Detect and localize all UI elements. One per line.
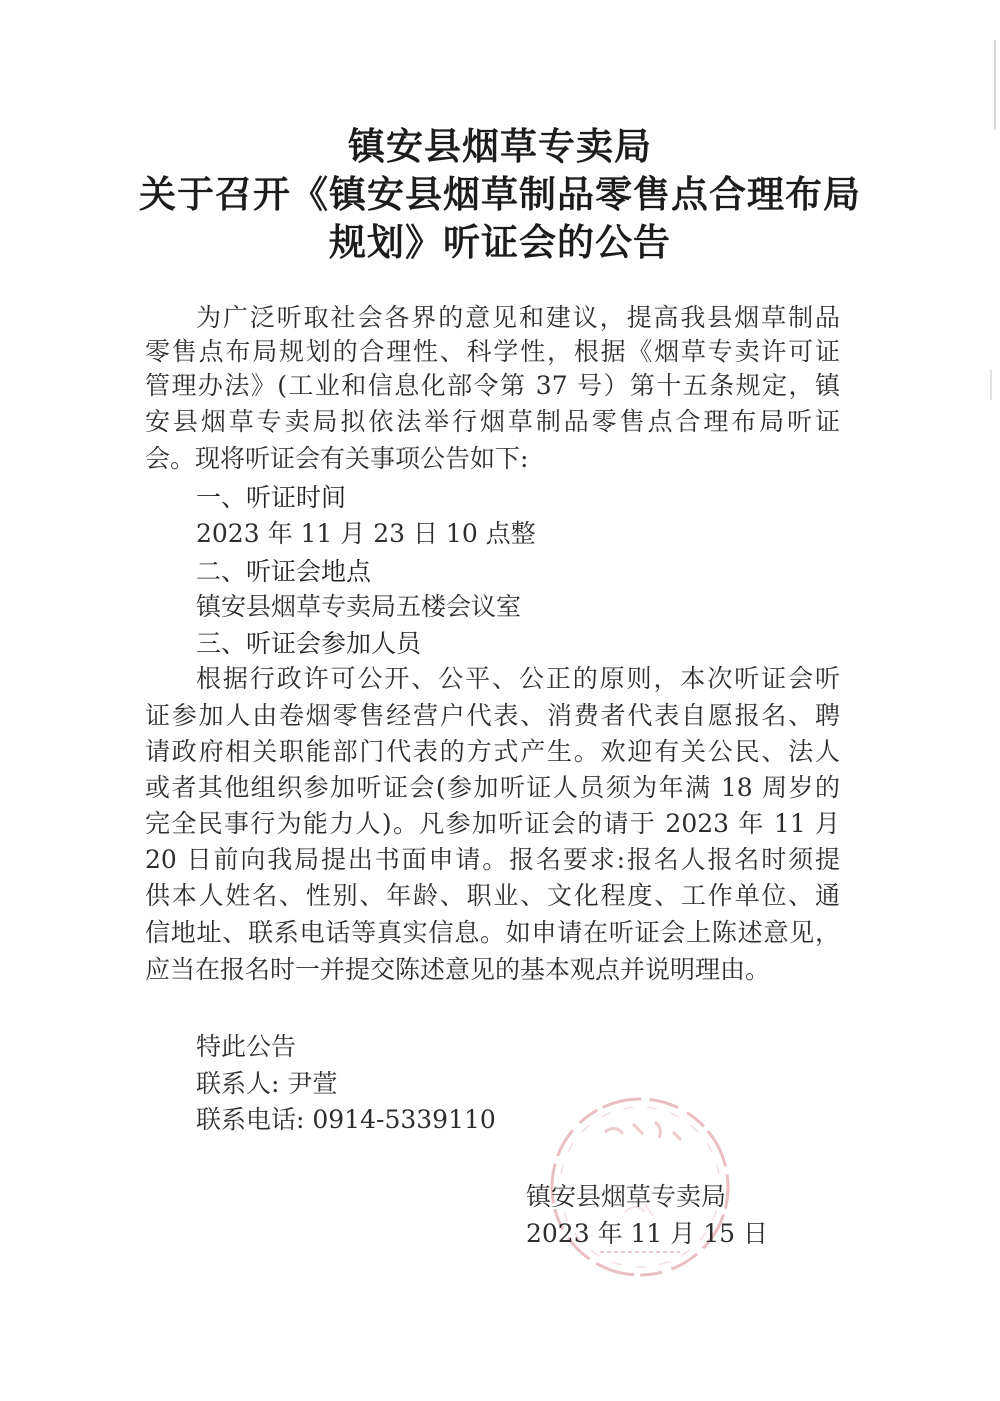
- intro-line: 零售点布局规划的合理性、科学性，根据《烟草专卖许可证: [145, 337, 840, 366]
- hearing-location: 镇安县烟草专卖局五楼会议室: [196, 592, 522, 621]
- issuing-organization: 镇安县烟草专卖局: [526, 1182, 727, 1211]
- participants-line: 或者其他组织参加听证会(参加听证人员须为年满 18 周岁的: [145, 773, 840, 802]
- participants-line: 信地址、联系电话等真实信息。如申请在听证会上陈述意见，: [145, 918, 840, 947]
- contact-person: 联系人: 尹萱: [196, 1069, 338, 1098]
- document-title-line-1: 镇安县烟草专卖局: [348, 124, 652, 168]
- contact-phone: 联系电话: 0914-5339110: [196, 1105, 496, 1134]
- section-heading-location: 二、听证会地点: [196, 557, 372, 586]
- section-heading-participants: 三、听证会参加人员: [196, 629, 422, 658]
- hearing-time: 2023 年 11 月 23 日 10 点整: [196, 519, 536, 548]
- document-title-line-3: 规划》听证会的公告: [329, 220, 671, 264]
- intro-line: 会。现将听证会有关事项公告如下:: [145, 444, 529, 473]
- participants-line: 供本人姓名、性别、年龄、职业、文化程度、工作单位、通: [145, 881, 840, 910]
- section-heading-time: 一、听证时间: [196, 483, 347, 512]
- participants-line: 证参加人由卷烟零售经营户代表、消费者代表自愿报名、聘: [145, 701, 840, 730]
- participants-line: 应当在报名时一并提交陈述意见的基本观点并说明理由。: [145, 955, 771, 984]
- intro-line: 管理办法》(工业和信息化部令第 37 号）第十五条规定，镇: [145, 371, 840, 400]
- closing-notice: 特此公告: [196, 1032, 297, 1061]
- participants-line: 根据行政许可公开、公平、公正的原则，本次听证会听: [196, 664, 840, 693]
- intro-line: 安县烟草专卖局拟依法举行烟草制品零售点合理布局听证: [145, 407, 840, 436]
- issue-date: 2023 年 11 月 15 日: [526, 1219, 768, 1248]
- participants-line: 完全民事行为能力人)。凡参加听证会的请于 2023 年 11 月: [145, 809, 840, 838]
- participants-line: 请政府相关职能部门代表的方式产生。欢迎有关公民、法人: [145, 737, 840, 766]
- document-title-line-2: 关于召开《镇安县烟草制品零售点合理布局: [139, 172, 861, 216]
- scan-edge-mark: [990, 370, 992, 400]
- participants-line: 20 日前向我局提出书面申请。报名要求:报名人报名时须提: [145, 845, 840, 874]
- intro-line: 为广泛听取社会各界的意见和建议，提高我县烟草制品: [196, 303, 840, 332]
